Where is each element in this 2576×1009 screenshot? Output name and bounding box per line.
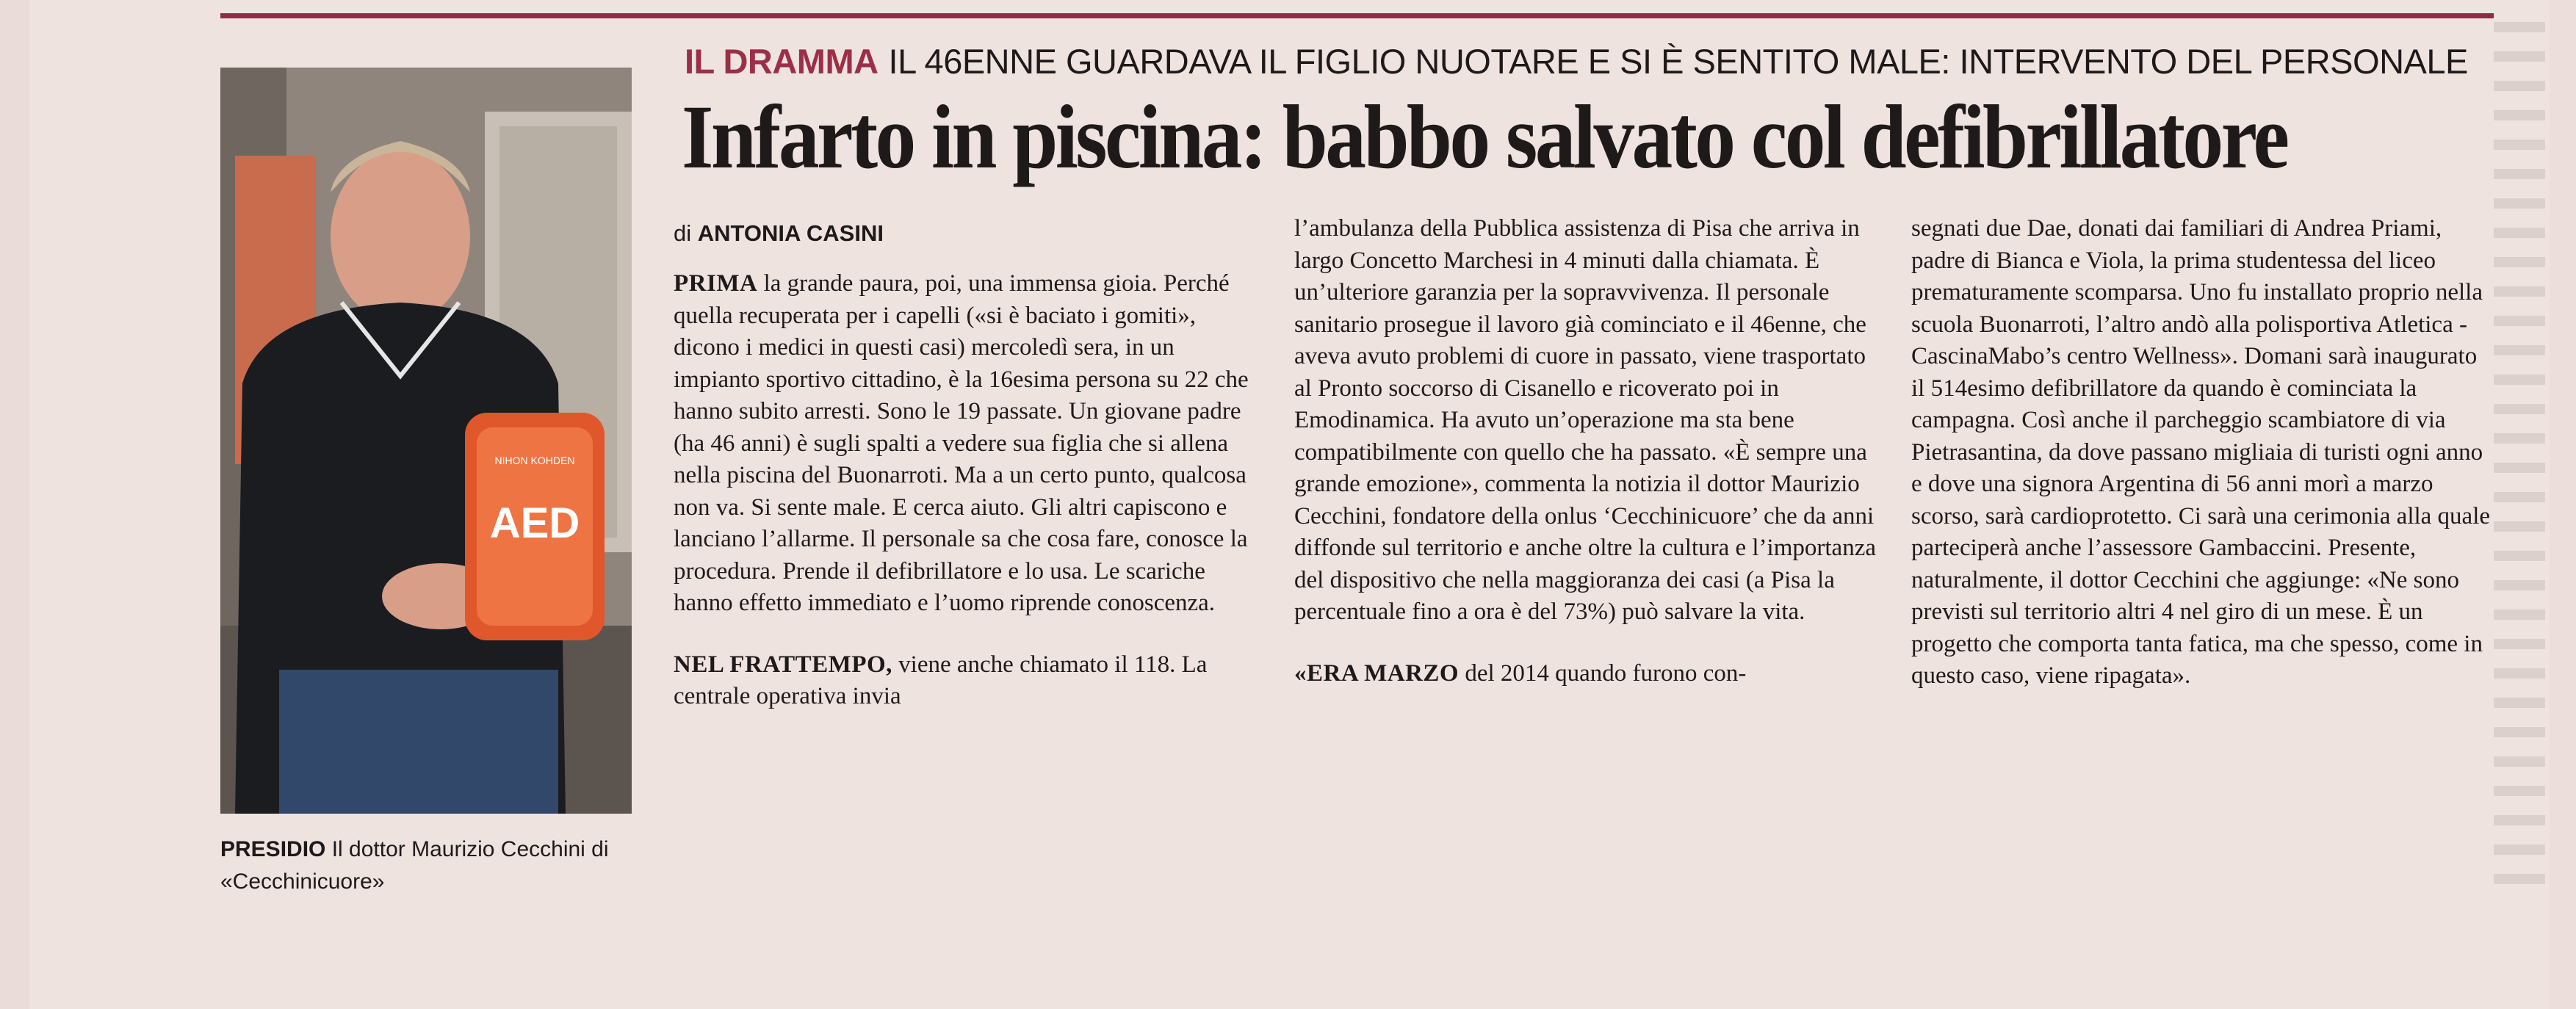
kicker-label: IL DRAMMA	[685, 42, 878, 81]
paragraph-3	[1294, 658, 1878, 690]
paragraph-3-lead: «ERA MARZO	[1294, 659, 1460, 687]
aed-label: AED	[489, 499, 580, 547]
paragraph-1	[674, 268, 1258, 620]
paragraph-1-text: la grande paura, poi, una immensa gioia. Perché quella recuperata per i capelli («si è baciato i gomiti», dicono i medici in questi casi) mercoledì sera, in un impianto sportivo cittadino, è la 16esima persona su 22 che hanno subito arresti. Sono le 19 passate. Un giovane padre (ha 46 anni) è sugli spalti a vedere sua figlia che si allena nella piscina del Buonarroti. Ma a un certo punto, qualcosa non va. Si sente male. E cerca aiuto. Gli altri capiscono e lanciano l’allarme. Il personale sa che cosa fare, conosce la procedura. Prende il defibrillatore e lo usa. Le scariche hanno effetto immediato e l’uomo riprende conoscenza.	[674, 270, 1249, 616]
paragraph-3-continued	[1911, 213, 2495, 692]
byline-prefix: di	[674, 220, 692, 246]
headline: Infarto in piscina: babbo salvato col defibrillatore	[682, 87, 2287, 187]
paragraph-1-lead: PRIMA	[674, 270, 758, 297]
article-column-1	[674, 268, 1258, 900]
paragraph-2-lead: NEL FRATTEMPO,	[674, 651, 892, 678]
caption-label: PRESIDIO	[220, 837, 326, 861]
article-photo	[220, 68, 632, 814]
top-rule	[220, 13, 2494, 18]
paragraph-gap	[1294, 629, 1878, 658]
paragraph-gap	[674, 620, 1258, 649]
byline	[674, 217, 1114, 250]
kicker	[685, 40, 2499, 84]
paragraph-3-text: del 2014 quando furono con-	[1465, 659, 1747, 687]
aed-brand: NIHON KOHDEN	[494, 455, 575, 466]
column-2-text: l’ambulanza della Pubblica assistenza di Pisa che arriva in largo Concetto Marchesi in 4 minuti dalla chiamata. È un’ulteriore garanzia per la sopravvivenza. Il personale sanitario prosegue il lavoro già cominciato e il 46enne, che aveva avuto problemi di cuore in passato, viene trasportato al Pronto soccorso di Cisanello e ricoverato poi in Emodinamica. Ha avuto un’operazione ma sta bene compatibilmente con quello che ha passato. «È sempre una grande emozione», commenta la notizia il dottor Maurizio Cecchini, fondatore della onlus ‘Cecchinicuore’ che da anni diffonde sul territorio e anche oltre la cultura e l’importanza del dispositivo che nella maggioranza dei casi (a Pisa la percentuale fino a ora è del 73%) può salvare la vita.	[1294, 215, 1876, 625]
paragraph-2-text: viene anche chiamato il 118. La centrale operativa invia	[674, 651, 1208, 709]
scan-margin-right	[2550, 0, 2576, 1009]
caption-text: Il dottor Maurizio Cecchini di «Cecchinicuore»	[220, 837, 609, 894]
kicker-text: IL 46ENNE GUARDAVA IL FIGLIO NUOTARE E SI È SENTITO MALE: INTERVENTO DEL PERSONALE	[888, 42, 2468, 81]
paragraph-2	[674, 649, 1258, 713]
doctor-with-aed-image	[220, 68, 632, 814]
photo-caption	[220, 833, 632, 907]
scan-margin-left	[0, 0, 29, 1009]
article-column-3	[1911, 213, 2495, 845]
column-3-text: segnati due Dae, donati dai familiari di Andrea Priami, padre di Bianca e Viola, la prima studentessa del liceo prematuramente scomparsa. Uno fu installato proprio nella scuola Buonarroti, l’altro andò alla polisportiva Atletica - CascinaMabo’s centro Wellness». Domani sarà inaugurato il 514esimo defibrillatore da quando è cominciata la campagna. Così anche il parcheggio scambiatore di via Pietrasantina, da dove passano migliaia di turisti ogni anno e dove una signora Argentina di 56 anni morì a marzo scorso, sarà cardioprotetto. Ci sarà una cerimonia alla quale parteciperà anche l’assessore Gambaccini. Presente, naturalmente, il dottor Cecchini che aggiunge: «Ne sono previsti sul territorio altri 4 nel giro di un mese. È un progetto che comporta tanta fatica, ma che spesso, come in questo caso, viene ripagata».	[1911, 215, 2491, 689]
article-column-2	[1294, 213, 1878, 845]
byline-author: ANTONIA CASINI	[697, 220, 884, 246]
adjacent-column-bleed	[2494, 22, 2545, 889]
paragraph-2-continued	[1294, 213, 1878, 629]
